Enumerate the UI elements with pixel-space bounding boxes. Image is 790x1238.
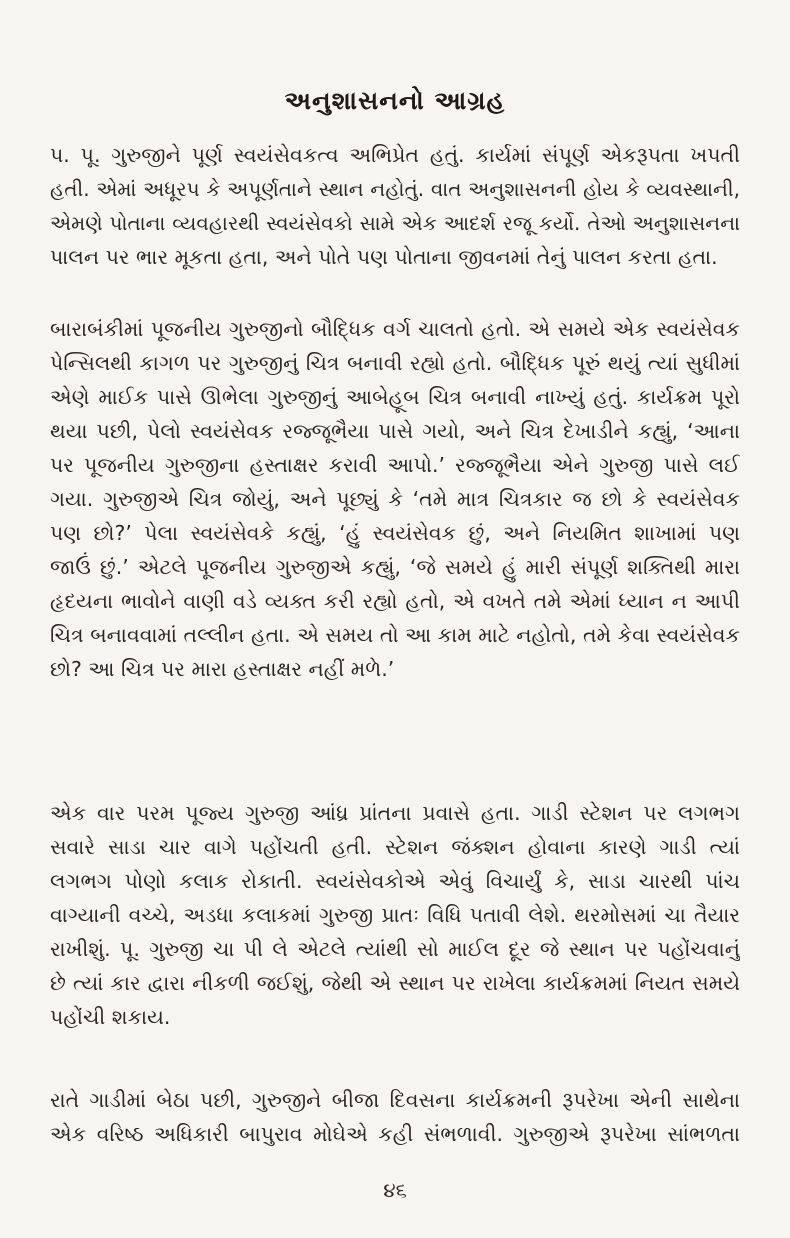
text-line: એક વરિષ્ઠ અધિકારી બાપુરાવ મોઘેએ કહી સંભળાવી. ગુરુજીએ રૂપરેખા સાંભળતા	[50, 1122, 740, 1146]
page-number: ૪૬	[383, 1178, 407, 1202]
text-line: હૃદયના ભાવોને વાણી વડે વ્યક્ત કરી રહ્યો હતો, એ વખતે તમે એમાં ધ્યાન ન આપી	[50, 589, 740, 613]
text-line: પ. પૂ. ગુરુજીને પૂર્ણ સ્વયંસેવકત્વ અભિપ્રેત હતું. કાર્યમાં સંપૂર્ણ એકરૂપતા ખપતી	[50, 143, 740, 167]
paragraph-3	[50, 796, 740, 1034]
paragraph-1	[50, 138, 740, 274]
text-line: પહોંચી શકાય.	[50, 1005, 171, 1029]
text-line: થયા પછી, પેલો સ્વયંસેવક રજ્જૂભૈયા પાસે ગયો, અને ચિત્ર દેખાડીને કહ્યું, ‘આના	[50, 419, 740, 443]
text-line: પણ છો?’ પેલા સ્વયંસેવકે કહ્યું, ‘હું સ્વયંસેવક છું, અને નિયમિત શાખામાં પણ	[50, 521, 740, 545]
text-line: એમણે પોતાના વ્યવહારથી સ્વયંસેવકો સામે એક આદર્શ રજૂ કર્યો. તેઓ અનુશાસનના	[50, 211, 740, 235]
text-line: હતી. એમાં અધૂરપ કે અપૂર્ણતાને સ્થાન નહોતું. વાત અનુશાસનની હોય કે વ્યવસ્થાની,	[50, 177, 740, 201]
text-line: ગયા. ગુરુજીએ ચિત્ર જોયું, અને પૂછ્યું કે ‘તમે માત્ર ચિત્રકાર જ છો કે સ્વયંસેવક	[50, 487, 740, 511]
text-line: પાલન પર ભાર મૂકતા હતા, અને પોતે પણ પોતાના જીવનમાં તેનું પાલન કરતા હતા.	[50, 245, 718, 269]
text-line: ચિત્ર બનાવવામાં તલ્લીન હતા. એ સમય તો આ કામ માટે નહોતો, તમે કેવા સ્વયંસેવક	[50, 623, 740, 647]
text-line: સવારે સાડા ચાર વાગે પહોંચતી હતી. સ્ટેશન જંક્શન હોવાના કારણે ગાડી ત્યાં	[50, 835, 740, 859]
text-line: જાઉં છું.’ એટલે પૂજનીય ગુરુજીએ કહ્યું, ‘જે સમયે હું મારી સંપૂર્ણ શક્તિથી મારા	[50, 555, 740, 579]
text-line: પર પૂજનીય ગુરુજીના હસ્તાક્ષર કરાવી આપો.’ રજ્જૂભૈયા એને ગુરુજી પાસે લઈ	[50, 453, 740, 477]
text-line: છો? આ ચિત્ર પર મારા હસ્તાક્ષર નહીં મળે.’	[50, 657, 395, 681]
text-line: લગભગ પોણો કલાક રોકાતી. સ્વયંસેવકોએ એવું વિચાર્યું કે, સાડા ચારથી પાંચ	[50, 869, 740, 893]
text-line: રાખીશું. પૂ. ગુરુજી ચા પી લે એટલે ત્યાંથી સો માઈલ દૂર જે સ્થાન પર પહોંચવાનું	[50, 937, 740, 961]
text-line: એણે માઈક પાસે ઊભેલા ગુરુજીનું આબેહૂબ ચિત્ર બનાવી નાખ્યું હતું. કાર્યક્રમ પૂરો	[50, 385, 740, 409]
paragraph-4	[50, 1083, 740, 1151]
text-line: એક વાર પરમ પૂજ્ય ગુરુજી આંધ્ર પ્રાંતના પ્રવાસે હતા. ગાડી સ્ટેશન પર લગભગ	[50, 801, 740, 825]
text-line: છે ત્યાં કાર દ્વારા નીકળી જઈશું, જેથી એ સ્થાન પર રાખેલા કાર્યક્રમમાં નિયત સમયે	[50, 971, 740, 995]
text-line: બારાબંકીમાં પૂજનીય ગુરુજીનો બૌદ્ધિક વર્ગ ચાલતો હતો. એ સમયે એક સ્વયંસેવક	[50, 317, 740, 341]
paragraph-2	[50, 312, 740, 686]
text-line: રાતે ગાડીમાં બેઠા પછી, ગુરુજીને બીજા દિવસના કાર્યક્રમની રૂપરેખા એની સાથેના	[50, 1088, 740, 1112]
text-line: પેન્સિલથી કાગળ પર ગુરુજીનું ચિત્ર બનાવી રહ્યો હતો. બૌદ્ધિક પૂરું થયું ત્યાં સુધીમાં	[50, 351, 740, 375]
text-line: વાગ્યાની વચ્ચે, અડધા કલાકમાં ગુરુજી પ્રાતઃ વિધિ પતાવી લેશે. થરમોસમાં ચા તૈયાર	[50, 903, 740, 927]
page-title: અનુશાસનનો આગ્રહ	[284, 86, 506, 115]
